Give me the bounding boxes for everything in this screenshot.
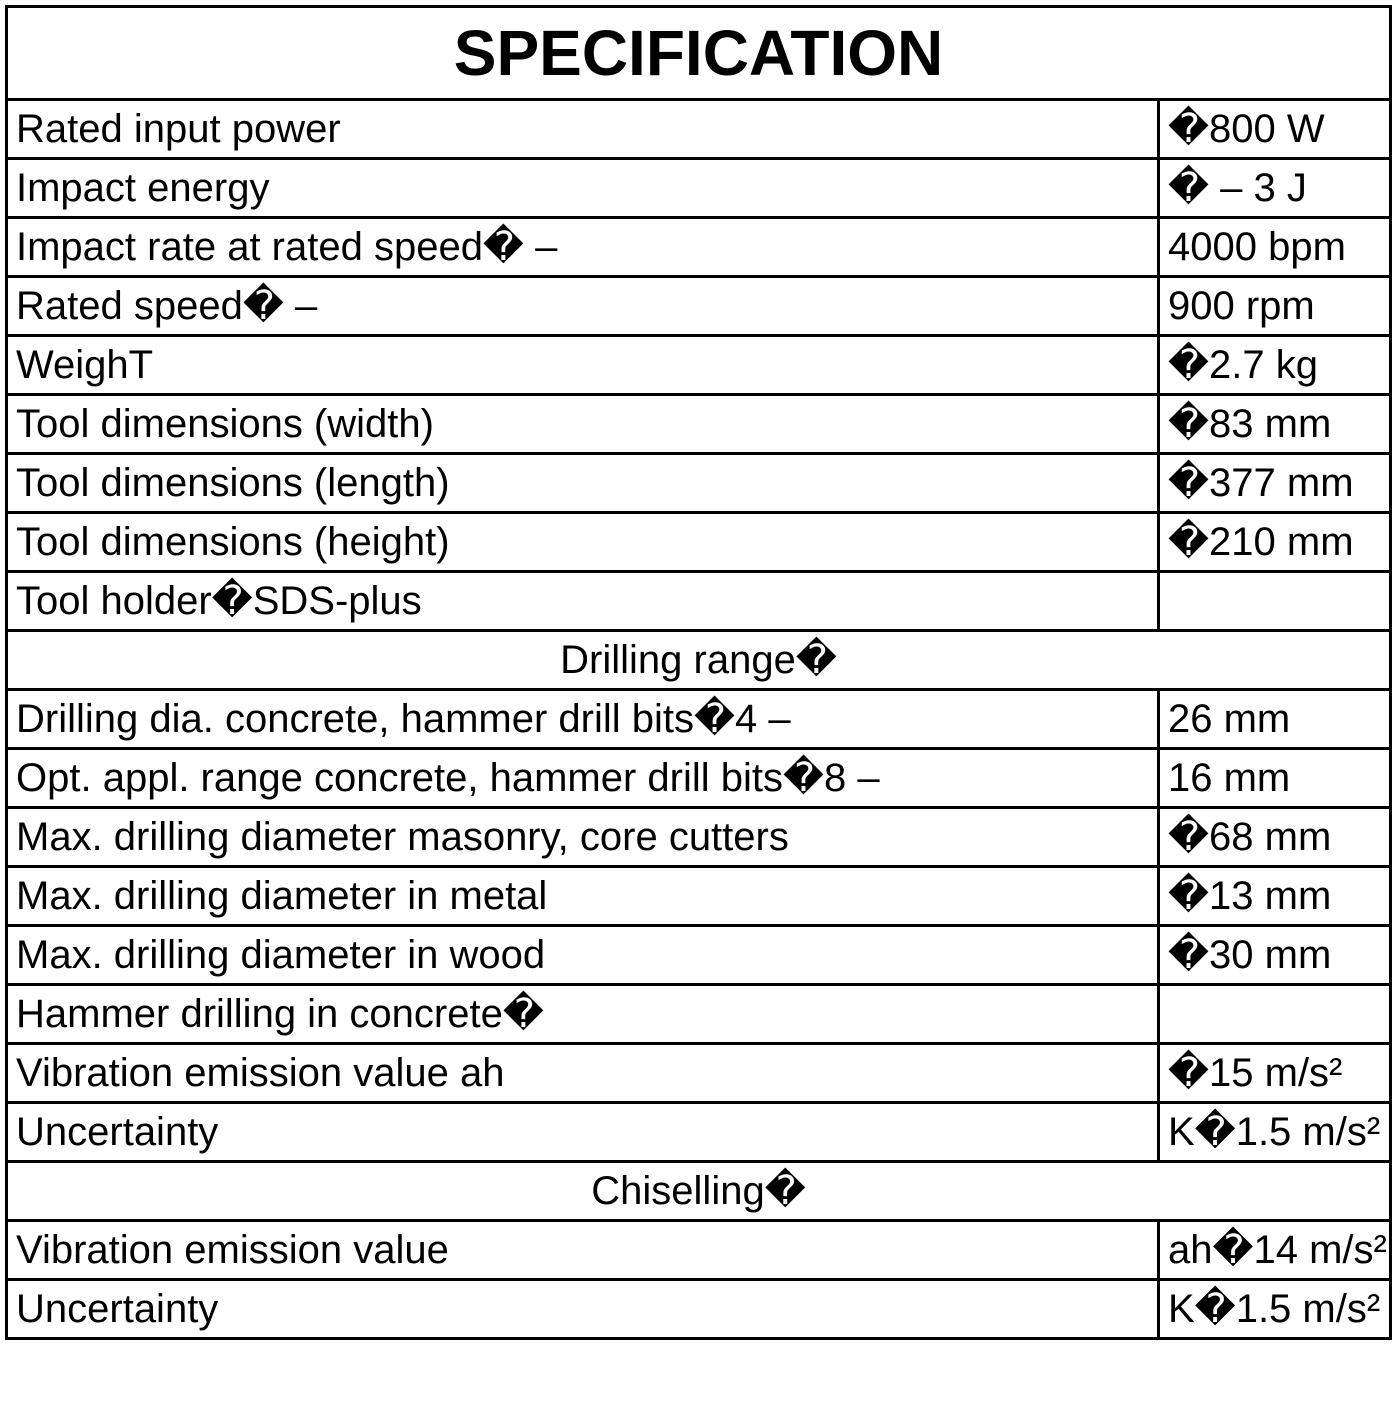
table-row — [7, 218, 1391, 277]
specification-table — [5, 5, 1392, 1340]
table-row — [7, 690, 1391, 749]
spec-value: �13 mm — [1159, 867, 1391, 926]
spec-value: K�1.5 m/s² — [1159, 1280, 1391, 1339]
spec-value — [1159, 572, 1391, 631]
spec-value: �210 mm — [1159, 513, 1391, 572]
table-row — [7, 926, 1391, 985]
spec-value — [1159, 985, 1391, 1044]
spec-label: Max. drilling diameter in wood — [7, 926, 1159, 985]
spec-label: Tool dimensions (length) — [7, 454, 1159, 513]
title-row — [7, 7, 1391, 100]
table-row — [7, 277, 1391, 336]
spec-label: Tool dimensions (height) — [7, 513, 1159, 572]
spec-label: Uncertainty — [7, 1103, 1159, 1162]
spec-value: K�1.5 m/s² — [1159, 1103, 1391, 1162]
table-row — [7, 1103, 1391, 1162]
spec-label: Vibration emission value ah — [7, 1044, 1159, 1103]
table-row — [7, 454, 1391, 513]
spec-label: Rated input power — [7, 100, 1159, 159]
table-row — [7, 100, 1391, 159]
spec-label: Rated speed� – — [7, 277, 1159, 336]
table-row — [7, 985, 1391, 1044]
table-title: SPECIFICATION — [7, 7, 1391, 100]
drilling-range-heading: Drilling range� — [7, 631, 1391, 690]
spec-value: 900 rpm — [1159, 277, 1391, 336]
table-row — [7, 395, 1391, 454]
section-heading-row — [7, 631, 1391, 690]
table-row — [7, 336, 1391, 395]
section-heading-row — [7, 1162, 1391, 1221]
spec-label: Vibration emission value — [7, 1221, 1159, 1280]
spec-value: �15 m/s² — [1159, 1044, 1391, 1103]
spec-value: 4000 bpm — [1159, 218, 1391, 277]
spec-label: Impact energy — [7, 159, 1159, 218]
spec-value: �2.7 kg — [1159, 336, 1391, 395]
spec-label: Opt. appl. range concrete, hammer drill bits�8 – — [7, 749, 1159, 808]
spec-value: �83 mm — [1159, 395, 1391, 454]
spec-value: 16 mm — [1159, 749, 1391, 808]
spec-label: Hammer drilling in concrete� — [7, 985, 1159, 1044]
spec-label: Tool holder�SDS-plus — [7, 572, 1159, 631]
chiselling-heading: Chiselling� — [7, 1162, 1391, 1221]
table-row — [7, 513, 1391, 572]
table-row — [7, 867, 1391, 926]
spec-label: Uncertainty — [7, 1280, 1159, 1339]
spec-value: 26 mm — [1159, 690, 1391, 749]
table-row — [7, 1044, 1391, 1103]
spec-label: WeighT — [7, 336, 1159, 395]
table-row — [7, 159, 1391, 218]
spec-value: �30 mm — [1159, 926, 1391, 985]
table-row — [7, 749, 1391, 808]
spec-label: Drilling dia. concrete, hammer drill bits�4 – — [7, 690, 1159, 749]
spec-value: �377 mm — [1159, 454, 1391, 513]
table-row — [7, 572, 1391, 631]
table-row — [7, 1280, 1391, 1339]
spec-value: ah�14 m/s² — [1159, 1221, 1391, 1280]
spec-label: Impact rate at rated speed� – — [7, 218, 1159, 277]
spec-value: � – 3 J — [1159, 159, 1391, 218]
spec-value: �800 W — [1159, 100, 1391, 159]
spec-value: �68 mm — [1159, 808, 1391, 867]
table-row — [7, 1221, 1391, 1280]
spec-label: Max. drilling diameter masonry, core cutters — [7, 808, 1159, 867]
spec-label: Max. drilling diameter in metal — [7, 867, 1159, 926]
spec-label: Tool dimensions (width) — [7, 395, 1159, 454]
table-row — [7, 808, 1391, 867]
